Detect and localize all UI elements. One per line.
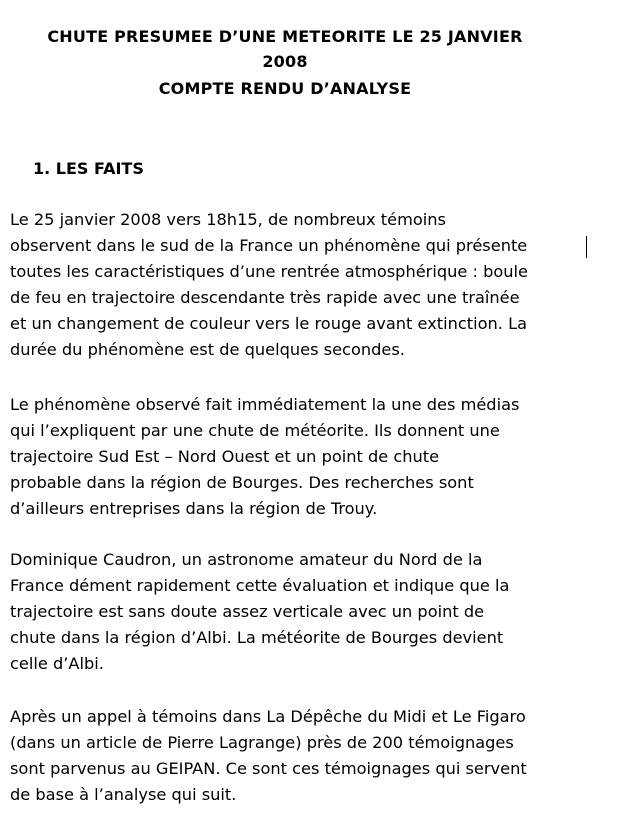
paragraph-line: probable dans la région de Bourges. Des recherches sont xyxy=(10,473,474,492)
text-cursor xyxy=(586,236,587,258)
paragraph-line: d’ailleurs entreprises dans la région de Trouy. xyxy=(10,499,378,518)
paragraph-line: sont parvenus au GEIPAN. Ce sont ces témoignages qui servent xyxy=(10,759,527,778)
document-subtitle: COMPTE RENDU D’ANALYSE xyxy=(158,79,412,98)
document-title-line-1: CHUTE PRESUMEE D’UNE METEORITE LE 25 JANVIER xyxy=(47,27,523,46)
paragraph-line: qui l’expliquent par une chute de météorite. Ils donnent une xyxy=(10,421,500,440)
section-heading: 1. LES FAITS xyxy=(33,159,144,178)
paragraph-line: chute dans la région d’Albi. La météorite de Bourges devient xyxy=(10,628,504,647)
paragraph-line: Après un appel à témoins dans La Dépêche du Midi et Le Figaro xyxy=(10,707,526,726)
paragraph-line: Dominique Caudron, un astronome amateur du Nord de la xyxy=(10,550,483,569)
document-title-line-2: 2008 xyxy=(262,52,308,71)
paragraph-line: trajectoire est sans doute assez verticale avec un point de xyxy=(10,602,485,621)
paragraph-line: toutes les caractéristiques d’une rentrée atmosphérique : boule xyxy=(10,262,528,281)
paragraph-line: durée du phénomène est de quelques secondes. xyxy=(10,340,405,359)
paragraph-line: et un changement de couleur vers le rouge avant extinction. La xyxy=(10,314,528,333)
paragraph-line: Le phénomène observé fait immédiatement la une des médias xyxy=(10,395,520,414)
paragraph-line: trajectoire Sud Est – Nord Ouest et un point de chute xyxy=(10,447,440,466)
paragraph-line: France dément rapidement cette évaluation et indique que la xyxy=(10,576,510,595)
paragraph-line: Le 25 janvier 2008 vers 18h15, de nombreux témoins xyxy=(10,210,446,229)
paragraph-line: de base à l’analyse qui suit. xyxy=(10,785,237,804)
paragraph-line: (dans un article de Pierre Lagrange) près de 200 témoignages xyxy=(10,733,514,752)
paragraph-line: observent dans le sud de la France un phénomène qui présente xyxy=(10,236,528,255)
paragraph-line: celle d’Albi. xyxy=(10,654,104,673)
paragraph-line: de feu en trajectoire descendante très rapide avec une traînée xyxy=(10,288,520,307)
